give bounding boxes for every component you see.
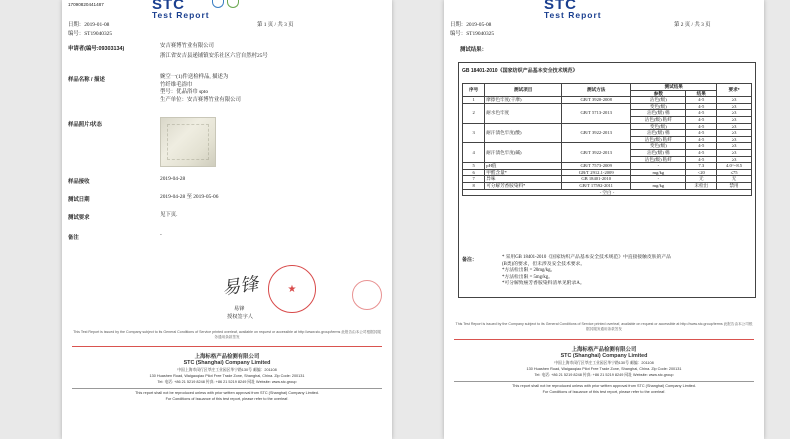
cell-no: 8: [463, 182, 485, 189]
cell-param: -: [631, 176, 686, 183]
received-label: 样品接收: [68, 179, 90, 185]
cell-no: 5: [463, 163, 485, 170]
report-subtitle: Test Report: [544, 10, 602, 20]
table-body: [463, 97, 752, 196]
note-label: 备注: [68, 235, 79, 241]
sample-line: 婉空一(1)件送检样品, 描述为: [160, 74, 229, 80]
cell-result: 4-5: [686, 123, 717, 130]
number-row: [450, 31, 494, 39]
company-cn: 上海标格产品检测有限公司: [571, 347, 637, 353]
cell-req: ≤75: [717, 169, 752, 176]
cell-req: ≥3: [717, 110, 752, 117]
remark-line: * 采用GB 18401-2010《国家纺织产品基本安全技术规范》中直接接触皮肤的产品: [502, 255, 671, 260]
disclaimer: This Test Report is issued by the Company subject to its General Conditions of Service printed overleaf, available on request or accessible at http://www.stc.group/terms 此报告由本公司根据其服务通用条款签发: [73, 330, 381, 339]
cell-item: 耐汗渍色牢度(酸): [485, 123, 562, 143]
col-result: 测试结果: [631, 84, 717, 91]
signer-name: 易锋: [234, 306, 245, 312]
table-row: [463, 123, 752, 130]
cell-param: mg/kg: [631, 169, 686, 176]
photo-label: 样品照片/状态: [68, 122, 102, 128]
remarks: [502, 255, 671, 288]
reproduce-note: This report shall not be reproduced unless with prior written approval from STC (Shanghai) Company Limited.: [135, 391, 319, 395]
number-value: ST19040325: [466, 31, 495, 37]
remark-line: (B类)的要求，但未涉及安全技术要求。: [502, 261, 586, 267]
stc-logo: [152, 0, 210, 20]
cell-result: 4-5: [686, 103, 717, 110]
cell-param: 沾色(级) 粘纤: [631, 136, 686, 143]
table-row: [463, 97, 752, 104]
cell-result: <20: [686, 169, 717, 176]
number-row: [68, 31, 112, 39]
cell-result: 4-5: [686, 110, 717, 117]
disclaimer: This Test Report is issued by the Company subject to its General Conditions of Service printed overleaf, available on request or accessible at http://www.stc.group/terms 此报告由本公司根据其服务通用条款签发: [455, 322, 753, 331]
cell-method: GB/T 7573-2009: [562, 163, 631, 170]
cell-item: pH值: [485, 163, 562, 170]
received-date: 2019-04-28: [160, 176, 186, 182]
conditions-note: For Conditions of Issuance of this test report, please refer to the overleaf.: [165, 397, 289, 401]
cell-req: 4.0～8.5: [717, 163, 752, 170]
cell-result: 4-5: [686, 97, 717, 104]
table-header: [463, 84, 752, 91]
cell-method: GB/T 3922-2013: [562, 143, 631, 163]
logo-mark: STC: [152, 0, 185, 9]
sample-line: 竹纤维毛浴巾: [160, 81, 193, 88]
cell-param: 变色(级): [631, 123, 686, 130]
remark-line: *可分解致癌芳香胺染料清单见附录A。: [502, 281, 585, 287]
logo-mark: STC: [544, 0, 577, 9]
remark-line: *方法检出限 = 20mg/kg。: [502, 268, 556, 274]
cell-param: 沾色(级) 棉: [631, 149, 686, 156]
cell-param: 沾色(级) 棉: [631, 110, 686, 117]
number-value: ST19040325: [84, 31, 113, 37]
date-row: [68, 22, 109, 30]
cell-result: 未检出: [686, 182, 717, 189]
table-row-empty: [463, 189, 752, 196]
top-code: 17090820441487: [68, 2, 104, 7]
cell-req: ≥3: [717, 130, 752, 137]
cell-param: 沾色(级) 粘纤: [631, 116, 686, 123]
contact-line: Tel: 电话: +86 21 5219 8248 传真: +86 21 5219 8249 网址 Website: www.stc.group: [534, 373, 674, 377]
cell-method: GB/T 17592-2011: [562, 182, 631, 189]
company-en: STC (Shanghai) Company Limited: [560, 353, 648, 359]
date-label: 日期：: [450, 22, 467, 28]
cell-no: 6: [463, 169, 485, 176]
req-label: 测试要求: [68, 215, 90, 221]
cell-item: 甲醛含量*: [485, 169, 562, 176]
footer-rule: [72, 346, 382, 347]
date-label: 日期：: [68, 22, 85, 28]
address-en: 130 Huashen Road, Waigaoqiao Pilot Free Trade Zone, Shanghai, China. Zip Code: 200131: [526, 367, 682, 371]
accreditation-icon: [212, 0, 224, 8]
sample-photo: [160, 117, 216, 167]
report-subtitle: Test Report: [152, 10, 210, 20]
signature: 易锋: [220, 273, 260, 300]
col-req: 要求*: [717, 84, 752, 97]
cell-req: ≥3: [717, 136, 752, 143]
test-date-label: 测试日期: [68, 197, 90, 203]
cell-req: ≥3: [717, 116, 752, 123]
footer-rule: [454, 339, 754, 340]
footer-divider: [454, 381, 754, 382]
cell-param: 变色(级): [631, 103, 686, 110]
col-params: 参数: [631, 90, 686, 97]
report-page-2: [444, 0, 764, 439]
reproduce-note: This report shall not be reproduced unless with prior written approval from STC (Shanghai) Company Limited.: [512, 384, 696, 388]
table-row: [463, 176, 752, 183]
footer-divider: [72, 388, 382, 389]
cnas-icon: [227, 0, 239, 8]
col-no: 序号: [463, 84, 485, 97]
cell-req: ≥3: [717, 97, 752, 104]
address-cn: 中国上海市闵行区莘庄工业园区华宁路130号 邮编：201108: [177, 368, 277, 372]
cell-param: 沾色(级) 粘纤: [631, 156, 686, 163]
cell-req: ≥3: [717, 103, 752, 110]
cell-item: 异味: [485, 176, 562, 183]
applicant-label: 申请者(编号:09303134): [68, 46, 125, 52]
cell-result: 4-5: [686, 136, 717, 143]
cell-result: 4-5: [686, 156, 717, 163]
note-value: -: [160, 232, 162, 238]
number-label: 编号：: [450, 31, 467, 37]
cell-req: ≥3: [717, 149, 752, 156]
cell-method: GB/T 3922-2013: [562, 123, 631, 143]
cell-param: -: [631, 163, 686, 170]
report-page-1: [62, 0, 392, 439]
remark-line: *方法检出限 = 5mg/kg。: [502, 274, 553, 280]
cell-no: 4: [463, 143, 485, 163]
table-row: [463, 143, 752, 150]
table-row: [463, 169, 752, 176]
cell-param: 沾色(级) 棉: [631, 130, 686, 137]
cell-item: 耐水色牢度: [485, 103, 562, 123]
cell-method: GB/T 3920-2008: [562, 97, 631, 104]
conditions-note: For Conditions of Issuance of this test report, please refer to the overleaf.: [542, 390, 666, 394]
col-method: 测试方法: [562, 84, 631, 97]
cell-param: 变色(级): [631, 143, 686, 150]
cell-item: 可分解芳香胺染料*: [485, 182, 562, 189]
date-row: [450, 22, 491, 30]
cell-method: GB/T 5713-2013: [562, 103, 631, 123]
empty-row-label: - 空白 -: [463, 189, 752, 196]
cell-param: 沾色(级): [631, 97, 686, 104]
table-row: [463, 103, 752, 110]
remarks-label: 备注：: [462, 257, 478, 263]
signer-title: 授权签字人: [227, 314, 253, 320]
company-en: STC (Shanghai) Company Limited: [183, 360, 271, 366]
section-title: 测试结果：: [460, 47, 487, 53]
cell-no: 2: [463, 103, 485, 123]
cell-result: 7.3: [686, 163, 717, 170]
stc-logo: [544, 0, 602, 20]
cell-result: 4-5: [686, 130, 717, 137]
seam-seal: [352, 280, 382, 310]
cell-result: 4-5: [686, 116, 717, 123]
cell-result: 无: [686, 176, 717, 183]
results-table: [462, 83, 752, 196]
cell-result: 4-5: [686, 143, 717, 150]
cell-req: 无: [717, 176, 752, 183]
cell-req: ≥3: [717, 156, 752, 163]
cell-method: GB/T 2912.1-2009: [562, 169, 631, 176]
page-indicator: 第 2 页 / 共 3 页: [674, 22, 711, 28]
sample-description: [160, 74, 241, 104]
date-value: 2019-05-08: [466, 22, 492, 28]
sample-line: 生产单位：安吉赛博竹业有限公司: [160, 96, 241, 103]
applicant-name: 安吉赛博竹业有限公司: [160, 43, 214, 49]
cell-item: 耐汗渍色牢度(碱): [485, 143, 562, 163]
applicant-address: 浙江省安吉县递铺镇安乐社区六官自然村25号: [160, 53, 268, 59]
cell-item: 摩擦色牢度(干摩): [485, 97, 562, 104]
company-seal: [268, 265, 316, 313]
address-cn: 中国上海市闵行区莘庄工业园区华宁路130号 邮编：201108: [554, 361, 654, 365]
company-cn: 上海标格产品检测有限公司: [194, 354, 260, 360]
col-item: 测试项目: [485, 84, 562, 97]
table-row: [463, 163, 752, 170]
cell-req: ≥3: [717, 123, 752, 130]
req-value: 见下页.: [160, 212, 178, 218]
date-value: 2019-01-08: [84, 22, 110, 28]
cell-no: 7: [463, 176, 485, 183]
table-row: [463, 182, 752, 189]
address-en: 130 Huashen Road, Waigaoqiao Pilot Free Trade Zone, Shanghai, China. Zip Code: 200131: [149, 374, 305, 378]
cell-param: mg/kg: [631, 182, 686, 189]
cell-no: 1: [463, 97, 485, 104]
star-icon: ★: [287, 283, 297, 295]
col-value: 结果: [686, 90, 717, 97]
cell-req: ≥3: [717, 143, 752, 150]
sample-line: 型号：优品浴巾 spto: [160, 89, 209, 95]
cell-result: 4-5: [686, 149, 717, 156]
contact-line: Tel: 电话: +86 21 5219 8248 传真: +86 21 5219 8249 网址 Website: www.stc.group: [157, 380, 297, 384]
number-label: 编号：: [68, 31, 85, 37]
sample-label: 样品名称 / 描述: [68, 77, 105, 83]
page-indicator: 第 1 页 / 共 3 页: [257, 22, 294, 28]
test-date: 2019-04-28 至 2019-05-06: [160, 194, 219, 200]
standard-title: GB 18401-2010《国家纺织产品基本安全技术规范》: [462, 68, 578, 74]
cell-req: 禁用: [717, 182, 752, 189]
cell-no: 3: [463, 123, 485, 143]
cell-method: GB 18401-2010: [562, 176, 631, 183]
